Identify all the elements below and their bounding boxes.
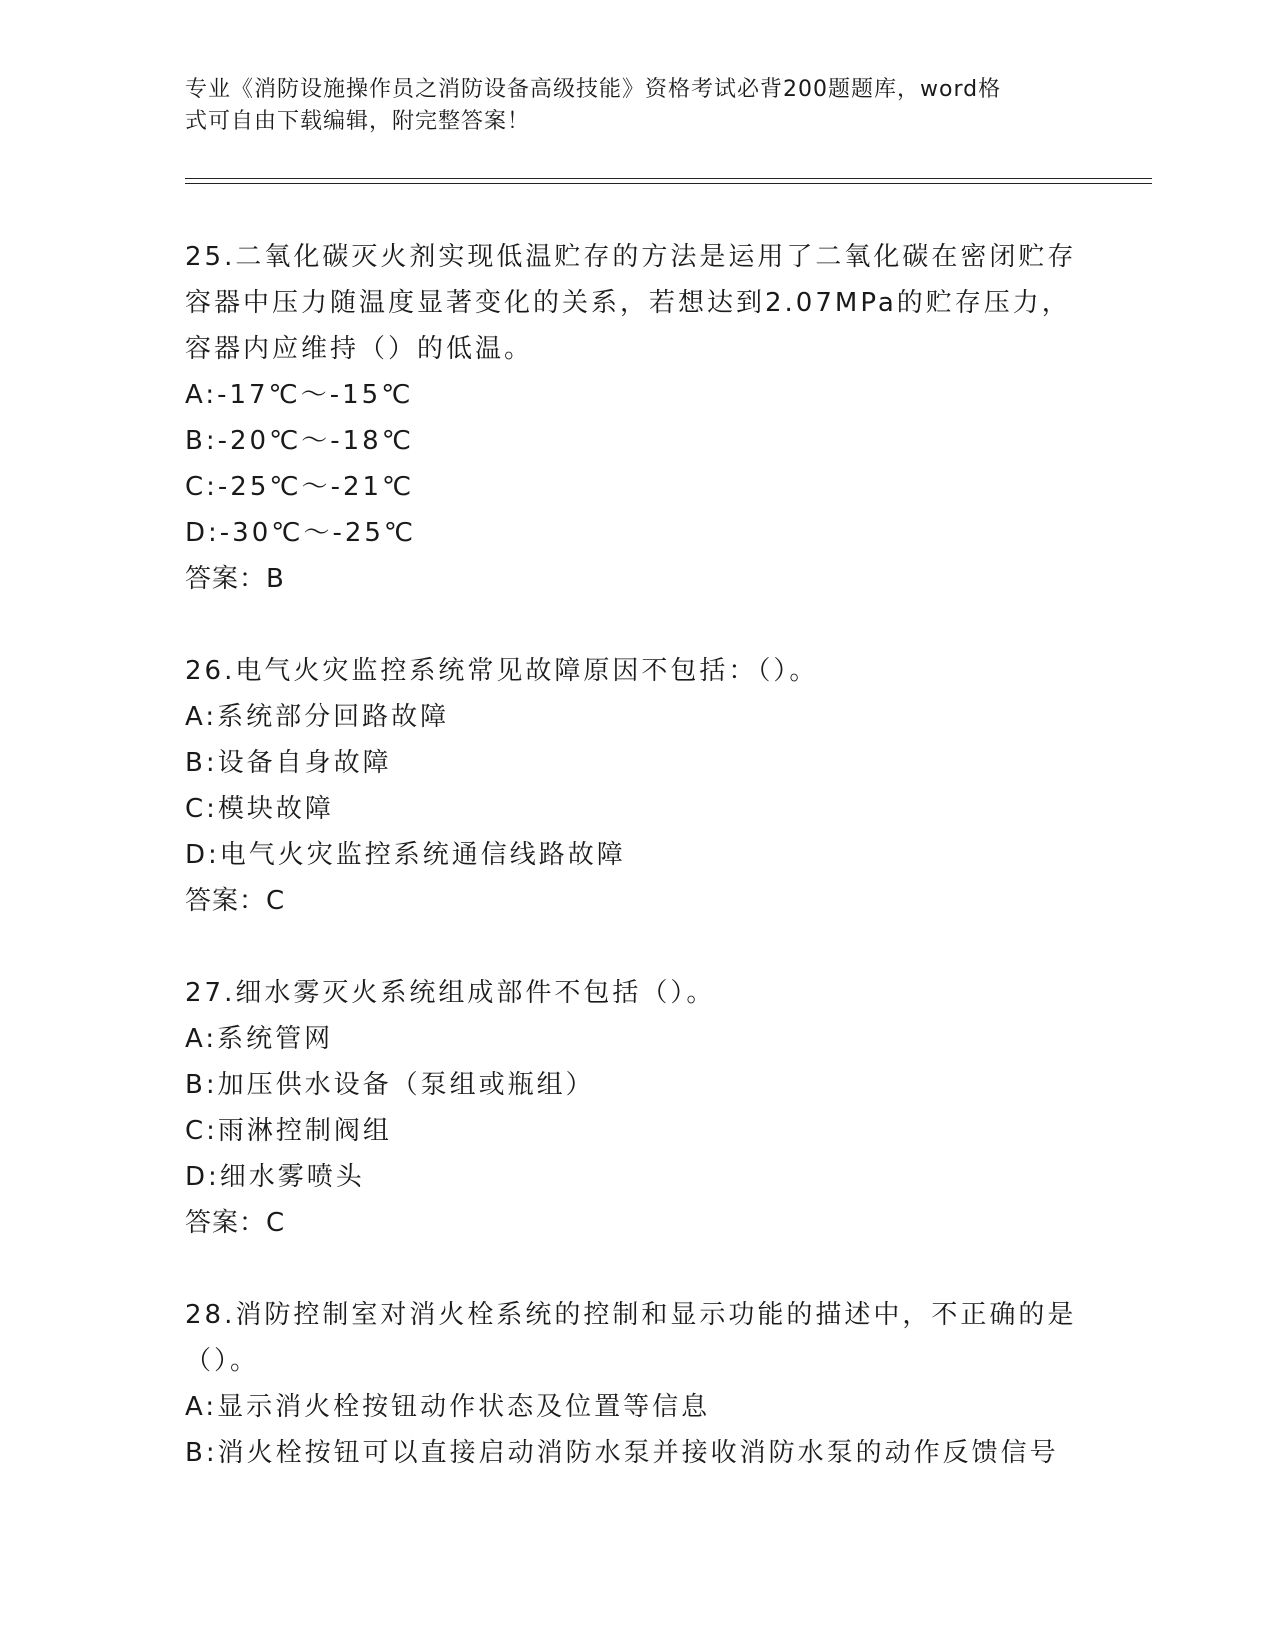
option-b: B:-20℃～-18℃ [185, 426, 414, 456]
question-text: 28.消防控制室对消火栓系统的控制和显示功能的描述中，不正确的是 [185, 1300, 1077, 1330]
option-d: D:细水雾喷头 [185, 1162, 365, 1192]
option-a: A:-17℃～-15℃ [185, 380, 414, 410]
option-c: C:-25℃～-21℃ [185, 472, 415, 502]
question-text: （）。 [185, 1346, 260, 1376]
option-a: A:显示消火栓按钮动作状态及位置等信息 [185, 1392, 711, 1422]
header-line-2: 式可自由下载编辑，附完整答案！ [185, 109, 531, 134]
question-text: 容器中压力随温度显著变化的关系，若想达到2.07MPa的贮存压力， [185, 288, 1071, 318]
option-b: B:消火栓按钮可以直接启动消防水泵并接收消防水泵的动作反馈信号 [185, 1438, 1059, 1468]
option-a: A:系统部分回路故障 [185, 702, 450, 732]
answer: 答案：C [185, 886, 286, 916]
header-line-1: 专业《消防设施操作员之消防设备高级技能》资格考试必背200题题库，word格 [185, 77, 1002, 102]
question-text: 25.二氧化碳灭火剂实现低温贮存的方法是运用了二氧化碳在密闭贮存 [185, 242, 1077, 272]
option-d: D:电气火灾监控系统通信线路故障 [185, 840, 626, 870]
answer: 答案：B [185, 564, 285, 594]
header-divider-bottom [185, 183, 1152, 184]
question-text: 容器内应维持（）的低温。 [185, 334, 534, 364]
option-b: B:加压供水设备（泵组或瓶组） [185, 1070, 595, 1100]
option-d: D:-30℃～-25℃ [185, 518, 417, 548]
question-28 [185, 1292, 1085, 1476]
header-divider-top [185, 178, 1152, 179]
option-a: A:系统管网 [185, 1024, 334, 1054]
document-header [185, 74, 1085, 138]
question-25 [185, 234, 1085, 602]
question-text: 26.电气火灾监控系统常见故障原因不包括：（）。 [185, 656, 819, 686]
option-c: C:模块故障 [185, 794, 334, 824]
question-27 [185, 970, 1085, 1246]
answer: 答案：C [185, 1208, 286, 1238]
option-b: B:设备自身故障 [185, 748, 392, 778]
option-c: C:雨淋控制阀组 [185, 1116, 392, 1146]
question-list [185, 234, 1085, 1522]
question-26 [185, 648, 1085, 924]
question-text: 27.细水雾灭火系统组成部件不包括（）。 [185, 978, 716, 1008]
